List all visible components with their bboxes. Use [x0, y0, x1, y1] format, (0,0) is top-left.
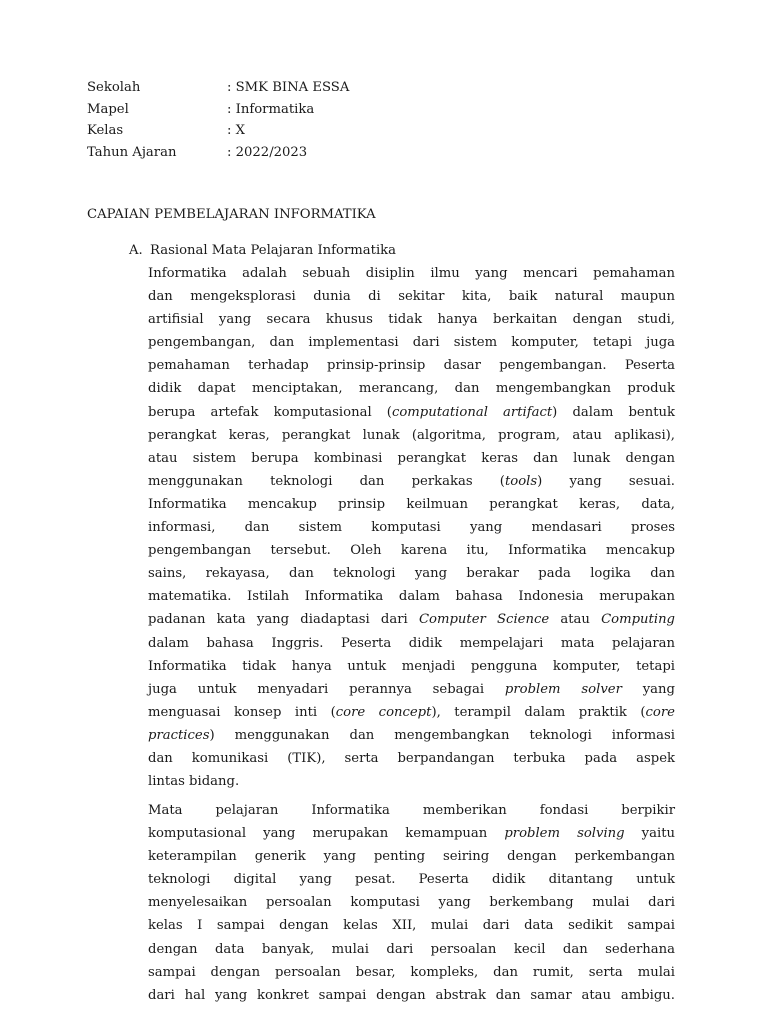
text-line — [148, 608, 675, 631]
text-run: juga untuk menyadari perannya sebagai — [148, 681, 505, 697]
text-run: komputasional yang merupakan kemampuan — [148, 826, 505, 842]
text-line: Informatika adalah sebuah disiplin ilmu yang mencari pemahaman — [148, 266, 675, 281]
text-line: dan mengeksplorasi dunia di sekitar kita, baik natural maupun — [148, 289, 675, 305]
italic-term: core — [645, 704, 675, 720]
italic-term: Computing — [601, 612, 676, 628]
text-line — [148, 678, 675, 701]
text-run: menguasai konsep inti ( — [148, 704, 336, 720]
paragraph-1 — [148, 262, 675, 793]
info-label: Sekolah — [87, 80, 141, 95]
text-run: padanan kata yang diadaptasi dari — [148, 612, 419, 628]
text-line: Informatika tidak hanya untuk menjadi pengguna komputer, tetapi — [148, 658, 675, 674]
info-row-tahun-ajaran — [87, 142, 349, 164]
text-line — [148, 822, 675, 845]
text-run: ), terampil dalam praktik ( — [431, 704, 646, 720]
text-line: Mata pelajaran Informatika memberikan fondasi berpikir — [148, 803, 675, 818]
text-line — [148, 724, 675, 747]
section-title-text: Rasional Mata Pelajaran Informatika — [150, 243, 397, 258]
header-info — [87, 77, 349, 163]
text-line: atau sistem berupa kombinasi perangkat keras dan lunak dengan — [148, 450, 675, 466]
text-run: ) yang sesuai. — [537, 473, 675, 489]
text-run: ) dalam bentuk — [552, 404, 676, 420]
text-line: dengan data banyak, mulai dari persoalan kecil dan sederhana — [148, 941, 675, 957]
info-value: : SMK BINA ESSA — [227, 80, 350, 95]
info-row-sekolah — [87, 77, 349, 99]
info-value: : Informatika — [227, 101, 315, 117]
text-line: keterampilan generik yang penting seiring dengan perkembangan — [148, 849, 675, 865]
text-line: dan komunikasi (TIK), serta berpandangan terbuka pada aspek — [148, 750, 675, 766]
text-line: pengembangan, dan implementasi dari sistem komputer, tetapi juga — [148, 335, 675, 351]
info-label: Kelas — [87, 123, 124, 138]
text-line: perangkat keras, perangkat lunak (algoritma, program, atau aplikasi), — [148, 427, 675, 443]
text-line: lintas bidang. — [148, 774, 240, 790]
section-title — [129, 240, 396, 261]
text-line: dalam bahasa Inggris. Peserta didik mempelajari mata pelajaran — [148, 635, 675, 651]
text-line: sains, rekayasa, dan teknologi yang berakar pada logika dan — [148, 566, 675, 582]
italic-term: Computer Science — [418, 612, 550, 628]
text-run: atau — [549, 612, 602, 628]
italic-term: problem solving — [504, 826, 625, 842]
text-line: kelas I sampai dengan kelas XII, mulai dari data sedikit sampai — [148, 918, 675, 934]
info-label: Mapel — [87, 101, 129, 117]
paragraph-2 — [148, 799, 675, 1007]
text-line — [148, 470, 675, 493]
info-label: Tahun Ajaran — [87, 144, 177, 160]
info-row-mapel — [87, 99, 349, 121]
text-run: yaitu — [624, 826, 675, 842]
text-line: teknologi digital yang pesat. Peserta didik ditantang untuk — [148, 872, 675, 888]
info-value: : 2022/2023 — [227, 144, 308, 160]
italic-term: tools — [504, 473, 538, 489]
text-line: menyelesaikan persoalan komputasi yang berkembang mulai dari — [148, 895, 675, 911]
text-line: dari hal yang konkret sampai dengan abstrak dan samar atau ambigu. — [148, 987, 675, 1003]
text-line: didik dapat menciptakan, merancang, dan mengembangkan produk — [148, 381, 675, 397]
document-heading: CAPAIAN PEMBELAJARAN INFORMATIKA — [87, 207, 376, 222]
text-line: informasi, dan sistem komputasi yang mendasari proses — [148, 520, 675, 536]
text-line: matematika. Istilah Informatika dalam bahasa Indonesia merupakan — [148, 589, 675, 605]
info-row-kelas — [87, 120, 349, 142]
text-line: pemahaman terhadap prinsip-prinsip dasar pengembangan. Peserta — [148, 358, 675, 374]
text-run: yang — [621, 681, 675, 697]
section-marker: A. — [129, 243, 143, 258]
text-line: pengembangan tersebut. Oleh karena itu, Informatika mencakup — [148, 543, 675, 559]
text-run: ) menggunakan dan mengembangkan teknologi informasi — [209, 727, 675, 743]
text-line: artifisial yang secara khusus tidak hanya berkaitan dengan studi, — [148, 312, 675, 328]
text-line: Informatika mencakup prinsip keilmuan perangkat keras, data, — [148, 496, 675, 512]
text-line: sampai dengan persoalan besar, kompleks, dan rumit, serta mulai — [148, 964, 675, 980]
italic-term: practices — [148, 727, 210, 743]
info-value: : X — [227, 123, 246, 138]
italic-term: core concept — [335, 704, 432, 720]
text-line — [148, 401, 675, 424]
text-line — [148, 701, 675, 724]
italic-term: problem solver — [504, 681, 622, 697]
text-run: menggunakan teknologi dan perkakas ( — [148, 473, 505, 489]
text-run: berupa artefak komputasional ( — [148, 404, 392, 420]
italic-term: computational artifact — [391, 404, 553, 420]
